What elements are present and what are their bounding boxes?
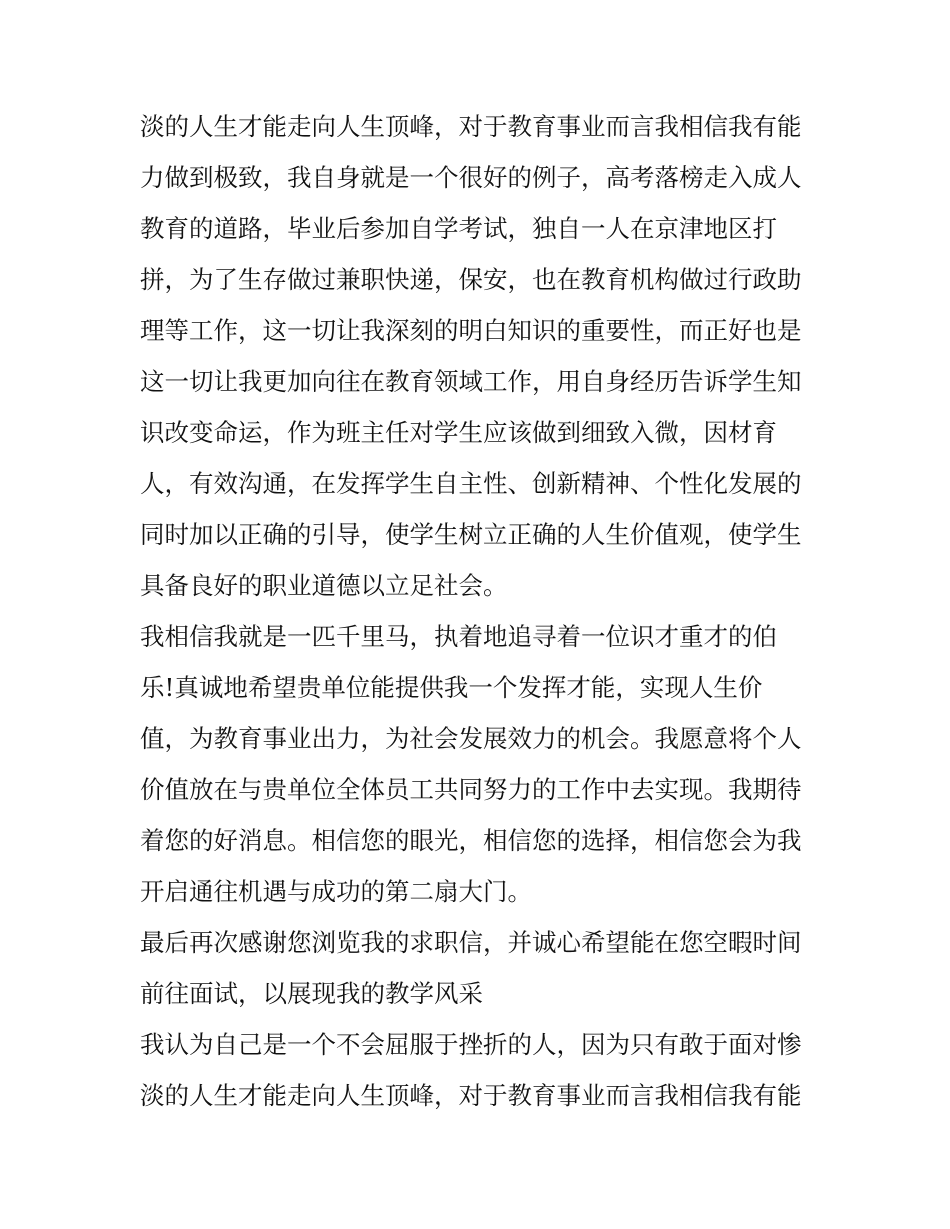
text-line: 着您的好消息。相信您的眼光，相信您的选择，相信您会为我	[140, 826, 802, 855]
text-line: 我认为自己是一个不会屈服于挫折的人，因为只有敢于面对惨	[140, 1030, 802, 1059]
text-line: 拼，为了生存做过兼职快递，保安，也在教育机构做过行政助	[140, 265, 802, 294]
text-line: 这一切让我更加向往在教育领域工作，用自身经历告诉学生知	[140, 367, 802, 396]
text-line: 同时加以正确的引导，使学生树立正确的人生价值观，使学生	[140, 520, 802, 549]
text-line: 乐!真诚地希望贵单位能提供我一个发挥才能，实现人生价	[140, 673, 763, 702]
text-line: 淡的人生才能走向人生顶峰，对于教育事业而言我相信我有能	[140, 1081, 802, 1110]
text-line: 前往面试，以展现我的教学风采	[140, 979, 483, 1008]
text-line: 价值放在与贵单位全体员工共同努力的工作中去实现。我期待	[140, 775, 802, 804]
text-line: 教育的道路，毕业后参加自学考试，独自一人在京津地区打	[140, 214, 777, 243]
text-line: 最后再次感谢您浏览我的求职信，并诚心希望能在您空暇时间	[140, 928, 802, 957]
text-line: 理等工作，这一切让我深刻的明白知识的重要性，而正好也是	[140, 316, 802, 345]
text-line: 具备良好的职业道德以立足社会。	[140, 571, 508, 600]
text-line: 淡的人生才能走向人生顶峰，对于教育事业而言我相信我有能	[140, 112, 802, 141]
text-line: 值，为教育事业出力，为社会发展效力的机会。我愿意将个人	[140, 724, 802, 753]
text-line: 力做到极致，我自身就是一个很好的例子，高考落榜走入成人	[140, 163, 802, 192]
text-line: 开启通往机遇与成功的第二扇大门。	[140, 877, 532, 906]
text-line: 人，有效沟通，在发挥学生自主性、创新精神、个性化发展的	[140, 469, 802, 498]
text-line: 我相信我就是一匹千里马，执着地追寻着一位识才重才的伯	[140, 622, 777, 651]
document-body	[140, 101, 830, 1121]
text-line: 识改变命运，作为班主任对学生应该做到细致入微，因材育	[140, 418, 777, 447]
